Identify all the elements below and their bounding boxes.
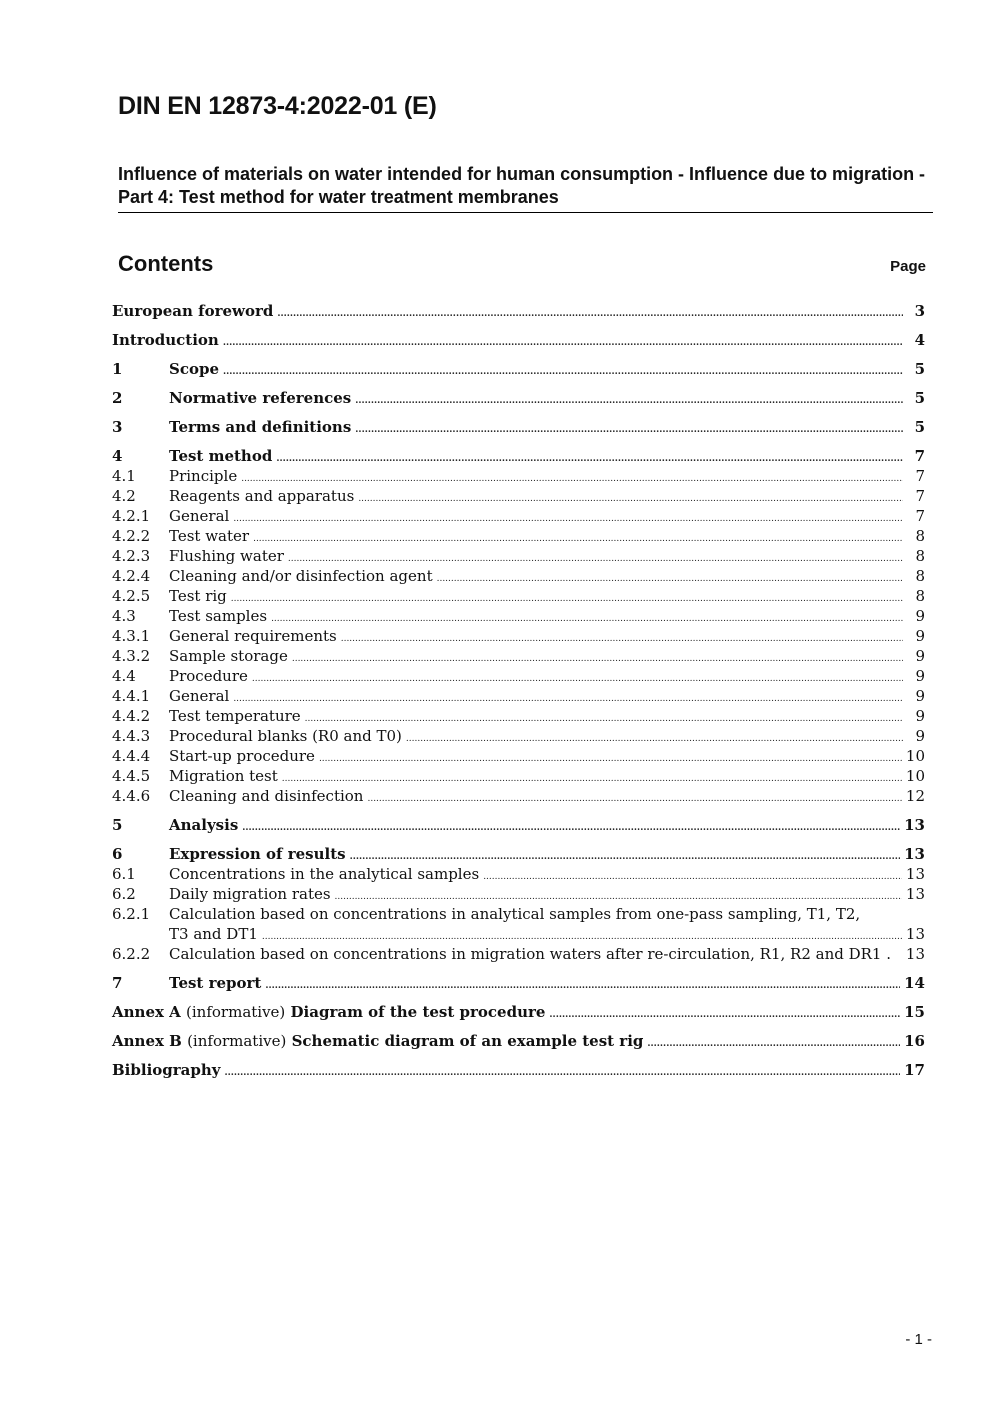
toc-entry-page: 10: [905, 767, 925, 785]
toc-entry-page: 13: [904, 845, 925, 863]
toc-entry-4-2-5[interactable]: [112, 586, 925, 606]
toc-leader: [271, 609, 903, 629]
toc-entry-page: 8: [915, 527, 925, 545]
toc-entry-title: European foreword: [112, 302, 274, 320]
toc-entry-page: 7: [915, 507, 925, 525]
toc-leader: [647, 1034, 900, 1054]
toc-entry-4-2-1[interactable]: [112, 506, 925, 526]
toc-entry-page: 9: [915, 647, 925, 665]
toc-entry-title: Bibliography: [112, 1061, 221, 1079]
toc-entry-4-4-3[interactable]: [112, 726, 925, 746]
toc-entry-page: 5: [914, 360, 925, 378]
toc-entry-4-4-5[interactable]: [112, 766, 925, 786]
toc-leader: [292, 649, 903, 669]
toc-entry-4-3-2[interactable]: [112, 646, 925, 666]
toc-entry-number: 4.2.1: [112, 507, 151, 525]
toc-entry-number: 4.4.6: [112, 787, 151, 805]
toc-entry-title: Procedure: [169, 667, 248, 685]
toc-entry-title: Test report: [169, 974, 262, 992]
toc-entry-title: Flushing water: [169, 547, 284, 565]
toc-entry-introduction[interactable]: [112, 330, 925, 350]
toc-entry-4-2-4[interactable]: [112, 566, 925, 586]
toc-entry-6[interactable]: [112, 844, 925, 864]
table-of-contents: [112, 301, 925, 1080]
toc-entry-title: Test water: [169, 527, 250, 545]
toc-entry-page: 3: [914, 302, 925, 320]
footer-page-number: - 1 -: [905, 1331, 932, 1348]
toc-leader: [265, 976, 900, 996]
toc-entry-page: 9: [915, 667, 925, 685]
toc-entry-page: 5: [914, 389, 925, 407]
toc-entry-page: 9: [915, 607, 925, 625]
toc-entry-page: 8: [915, 547, 925, 565]
toc-entry-number: 7: [112, 974, 123, 992]
toc-entry-title: Daily migration rates: [169, 885, 331, 903]
toc-leader: [319, 749, 902, 769]
toc-entry-number: 5: [112, 816, 123, 834]
toc-entry-page: 10: [905, 747, 925, 765]
toc-entry-title: [112, 1031, 643, 1051]
toc-entry-title: Cleaning and/or disinfection agent: [169, 567, 433, 585]
toc-leader: [406, 729, 903, 749]
toc-entry-number: 4.3: [112, 607, 136, 625]
toc-entry-page: 17: [904, 1061, 925, 1079]
toc-entry-title: General: [169, 507, 230, 525]
toc-entry-title: Cleaning and disinfection: [169, 787, 364, 805]
document-subtitle: Influence of materials on water intended for human consumption - Influence due to migration - Part 4: Test method for water treatment membranes: [118, 163, 933, 213]
toc-entry-number: 4.4.4: [112, 747, 151, 765]
toc-entry-title: Principle: [169, 467, 238, 485]
toc-entry-page: 13: [904, 816, 925, 834]
toc-entry-title: Terms and definitions: [169, 418, 352, 436]
annex-label: Annex B: [112, 1032, 182, 1050]
toc-entry-title: Reagents and apparatus: [169, 487, 355, 505]
toc-entry-title: Calculation based on concentrations in analytical samples from one-pass sampling, T1, T2,: [169, 905, 861, 923]
toc-leader: [355, 420, 903, 440]
toc-entry-4-3[interactable]: [112, 606, 925, 626]
toc-entry-page: 9: [915, 687, 925, 705]
toc-entry-title: Test samples: [169, 607, 268, 625]
toc-entry-5[interactable]: [112, 815, 925, 835]
toc-entry-number: 4.2.4: [112, 567, 151, 585]
toc-entry-page: 15: [904, 1003, 925, 1021]
toc-entry-page: 9: [915, 727, 925, 745]
toc-leader: [549, 1005, 900, 1025]
toc-entry-annex-b[interactable]: [112, 1031, 925, 1051]
toc-leader: [358, 489, 903, 509]
toc-entry-title: [112, 1002, 545, 1022]
toc-entry-title: Test rig: [169, 587, 227, 605]
toc-entry-page: 5: [914, 418, 925, 436]
toc-entry-number: 4.4: [112, 667, 136, 685]
toc-entry-number: 4.2.3: [112, 547, 151, 565]
toc-entry-number: 4.4.3: [112, 727, 151, 745]
toc-leader: [233, 689, 903, 709]
toc-entry-number: 4.2.2: [112, 527, 151, 545]
toc-leader: [223, 362, 903, 382]
toc-entry-title: Sample storage: [169, 647, 288, 665]
toc-entry-page: 7: [914, 447, 925, 465]
toc-leader: [437, 569, 903, 589]
toc-entry-number: 6.1: [112, 865, 136, 883]
toc-leader: [341, 629, 903, 649]
toc-leader: [233, 509, 903, 529]
toc-entry-number: 6: [112, 845, 123, 863]
annex-title: Diagram of the test procedure: [290, 1003, 546, 1021]
toc-entry-page: 13: [905, 945, 925, 963]
toc-entry-4-4-2[interactable]: [112, 706, 925, 726]
toc-entry-page: 9: [915, 627, 925, 645]
toc-entry-number: 3: [112, 418, 123, 436]
toc-entry-1[interactable]: [112, 359, 925, 379]
toc-entry-title: Analysis: [169, 816, 239, 834]
toc-leader: [242, 818, 900, 838]
toc-leader: [355, 391, 903, 411]
toc-entry-4-4-1[interactable]: [112, 686, 925, 706]
toc-entry-page: 7: [915, 467, 925, 485]
toc-entry-number: 4.3.1: [112, 627, 151, 645]
toc-entry-2[interactable]: [112, 388, 925, 408]
toc-entry-7[interactable]: [112, 973, 925, 993]
toc-entry-page: 7: [915, 487, 925, 505]
toc-entry-4-3-1[interactable]: [112, 626, 925, 646]
toc-entry-6-2-1[interactable]: [112, 904, 925, 924]
toc-leader: [277, 304, 903, 324]
toc-entry-page: 13: [905, 885, 925, 903]
toc-entry-number: 4.4.5: [112, 767, 151, 785]
toc-entry-number: 4.4.1: [112, 687, 151, 705]
toc-entry-4-4-6[interactable]: [112, 786, 925, 806]
toc-entry-page: 8: [915, 567, 925, 585]
page-column-label: Page: [890, 258, 926, 275]
toc-leader: [253, 529, 903, 549]
toc-entry-title: Start-up procedure: [169, 747, 315, 765]
toc-entry-title: Concentrations in the analytical samples: [169, 865, 480, 883]
toc-entry-title: Migration test: [169, 767, 278, 785]
toc-entry-4-2-2[interactable]: [112, 526, 925, 546]
toc-entry-title-continued: T3 and DT1: [169, 925, 258, 943]
toc-entry-number: 4.3.2: [112, 647, 151, 665]
toc-entry-number: 4.2.5: [112, 587, 151, 605]
toc-entry-number: 6.2: [112, 885, 136, 903]
toc-leader: [223, 333, 903, 353]
toc-entry-4-2[interactable]: [112, 486, 925, 506]
toc-entry-title: Test method: [169, 447, 273, 465]
toc-entry-page: 13: [905, 925, 925, 943]
toc-entry-4-1[interactable]: [112, 466, 925, 486]
toc-entry-title: Normative references: [169, 389, 352, 407]
toc-entry-4[interactable]: [112, 446, 925, 466]
document-id: DIN EN 12873-4:2022-01 (E): [118, 92, 437, 120]
toc-entry-number: 6.2.2: [112, 945, 151, 963]
toc-entry-3[interactable]: [112, 417, 925, 437]
toc-entry-number: 4.4.2: [112, 707, 151, 725]
toc-entry-number: 4.1: [112, 467, 136, 485]
toc-entry-title: Calculation based on concentrations in migration waters after re-circulation, R1, R2 and DR1 .: [169, 945, 892, 963]
toc-entry-page: 4: [914, 331, 925, 349]
toc-leader: [225, 1063, 901, 1083]
toc-entry-number: 1: [112, 360, 123, 378]
toc-entry-title: General: [169, 687, 230, 705]
toc-entry-6-2-2[interactable]: [112, 944, 925, 964]
toc-entry-4-2-3[interactable]: [112, 546, 925, 566]
toc-entry-page: 8: [915, 587, 925, 605]
annex-title: Schematic diagram of an example test rig: [291, 1032, 644, 1050]
toc-leader: [231, 589, 903, 609]
toc-entry-title: Expression of results: [169, 845, 346, 863]
toc-entry-page: 13: [905, 865, 925, 883]
toc-entry-page: 14: [904, 974, 925, 992]
annex-type: (informative): [186, 1003, 286, 1021]
toc-leader: [282, 769, 902, 789]
toc-entry-number: 4: [112, 447, 123, 465]
annex-label: Annex A: [112, 1003, 181, 1021]
toc-entry-title: Procedural blanks (R0 and T0): [169, 727, 402, 745]
toc-entry-4-4-4[interactable]: [112, 746, 925, 766]
toc-entry-title: Test temperature: [169, 707, 301, 725]
toc-entry-title: Introduction: [112, 331, 219, 349]
toc-entry-number: 6.2.1: [112, 905, 151, 923]
toc-entry-title: General requirements: [169, 627, 337, 645]
toc-leader: [367, 789, 901, 809]
toc-entry-number: 2: [112, 389, 123, 407]
toc-leader: [252, 669, 903, 689]
toc-leader: [483, 867, 902, 887]
contents-heading: Contents: [118, 251, 214, 276]
toc-entry-bibliography[interactable]: [112, 1060, 925, 1080]
toc-entry-title: Scope: [169, 360, 220, 378]
toc-entry-page: 12: [905, 787, 925, 805]
toc-entry-page: 16: [904, 1032, 925, 1050]
annex-type: (informative): [187, 1032, 287, 1050]
toc-entry-page: 9: [915, 707, 925, 725]
toc-leader: [276, 449, 903, 469]
toc-entry-european-foreword[interactable]: [112, 301, 925, 321]
toc-entry-6-2-1-continued[interactable]: [112, 924, 925, 944]
toc-entry-4-4[interactable]: [112, 666, 925, 686]
toc-entry-6-1[interactable]: [112, 864, 925, 884]
toc-entry-6-2[interactable]: [112, 884, 925, 904]
toc-entry-annex-a[interactable]: [112, 1002, 925, 1022]
toc-entry-number: 4.2: [112, 487, 136, 505]
